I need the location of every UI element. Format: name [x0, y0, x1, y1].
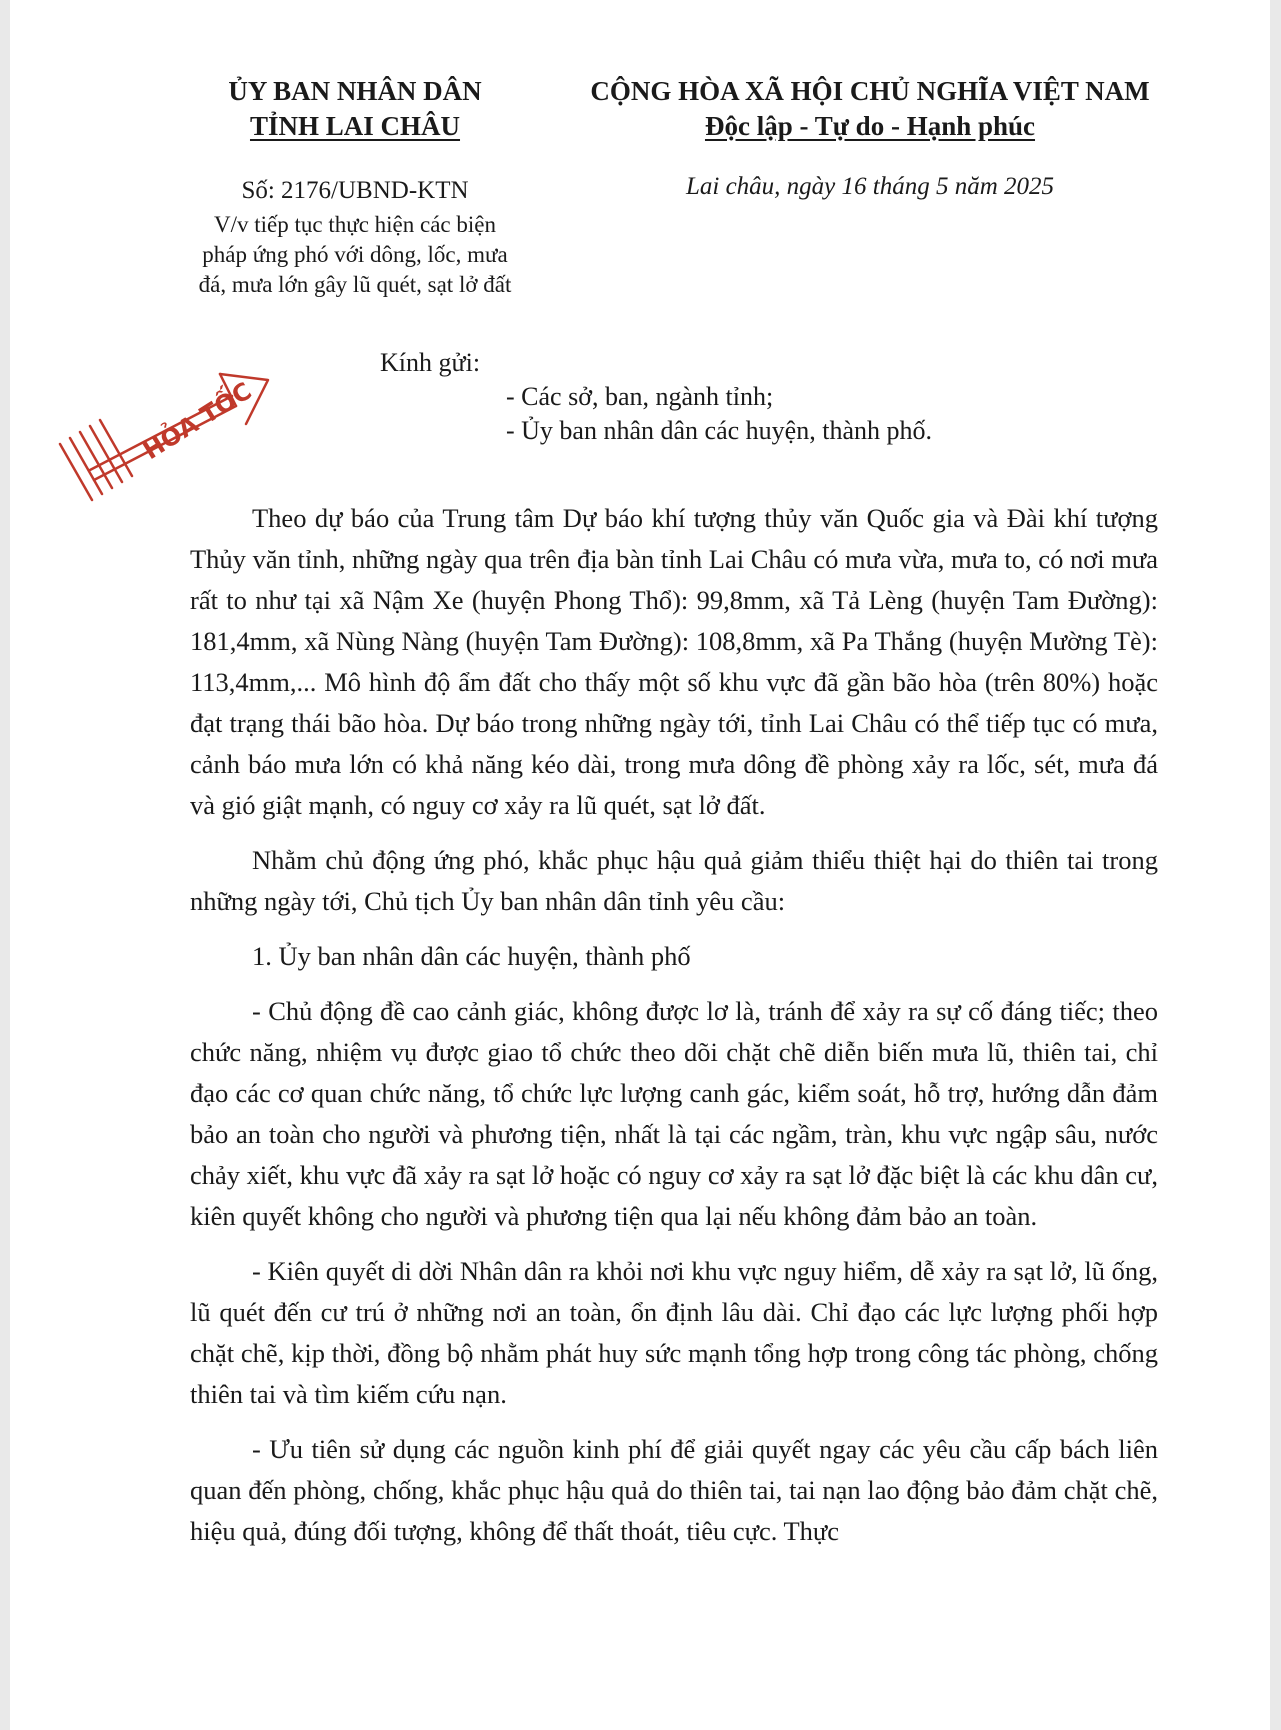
issuing-authority	[150, 74, 560, 144]
document-subject	[150, 210, 560, 300]
nation-line-1: CỘNG HÒA XÃ HỘI CHỦ NGHĨA VIỆT NAM	[590, 76, 1150, 106]
national-title	[550, 74, 1190, 144]
recipient-item: - Ủy ban nhân dân các huyện, thành phố.	[506, 416, 932, 445]
salutation: Kính gửi:	[380, 348, 481, 377]
body-paragraph: - Ưu tiên sử dụng các nguồn kinh phí để giải quyết ngay các yêu cầu cấp bách liên quan đến phòng, chống, khắc phục hậu quả do thiên tai, tai nạn lao động bảo đảm chặt chẽ, hiệu quả, đúng đối tượng, không để thất thoát, tiêu cực. Thực	[190, 1434, 1158, 1546]
document-page	[10, 0, 1270, 1730]
subject-line: V/v tiếp tục thực hiện các biện	[214, 212, 496, 237]
body-paragraph: - Kiên quyết di dời Nhân dân ra khỏi nơi khu vực nguy hiểm, dễ xảy ra sạt lở, lũ ống, lũ quét đến cư trú ở những nơi an toàn, ổn định lâu dài. Chỉ đạo các lực lượng phối hợp chặt chẽ, kịp thời, đồng bộ nhằm phát huy sức mạnh tổng hợp trong công tác phòng, chống thiên tai và tìm kiếm cứu nạn.	[190, 1256, 1158, 1409]
body-paragraph: Nhằm chủ động ứng phó, khắc phục hậu quả giảm thiểu thiệt hại do thiên tai trong những ngày tới, Chủ tịch Ủy ban nhân dân tỉnh yêu cầu:	[190, 845, 1158, 916]
authority-line-1: ỦY BAN NHÂN DÂN	[228, 76, 482, 106]
document-number: Số: 2176/UBND-KTN	[241, 177, 469, 204]
body-paragraph: Theo dự báo của Trung tâm Dự báo khí tượng thủy văn Quốc gia và Đài khí tượng Thủy văn tỉnh, những ngày qua trên địa bàn tỉnh Lai Châu có mưa vừa, mưa to, có nơi mưa rất to như tại xã Nậm Xe (huyện Phong Thổ): 99,8mm, xã Tả Lèng (huyện Tam Đường): 181,4mm, xã Nùng Nàng (huyện Tam Đường): 108,8mm, xã Pa Thắng (huyện Mường Tè): 113,4mm,... Mô hình độ ẩm đất cho thấy một số khu vực đã gần bão hòa (trên 80%) hoặc đạt trạng thái bão hòa. Dự báo trong những ngày tới, tỉnh Lai Châu có thể tiếp tục có mưa, cảnh báo mưa lớn có khả năng kéo dài, trong mưa dông đề phòng xảy ra lốc, sét, mưa đá và gió giật mạnh, có nguy cơ xảy ra lũ quét, sạt lở đất.	[190, 503, 1158, 820]
arrow-stamp-icon	[50, 352, 280, 522]
subject-line: pháp ứng phó với dông, lốc, mưa	[202, 242, 508, 267]
document-body	[190, 498, 1158, 1566]
recipient-item: - Các sở, ban, ngành tỉnh;	[506, 382, 774, 411]
date-line: Lai châu, ngày 16 tháng 5 năm 2025	[685, 173, 1055, 200]
section-heading: 1. Ủy ban nhân dân các huyện, thành phố	[252, 941, 691, 971]
body-paragraph: - Chủ động đề cao cảnh giác, không được lơ là, tránh để xảy ra sự cố đáng tiếc; theo chức năng, nhiệm vụ được giao tổ chức theo dõi chặt chẽ diễn biến mưa lũ, thiên tai, chỉ đạo các cơ quan chức năng, tổ chức lực lượng canh gác, kiểm soát, hỗ trợ, hướng dẫn đảm bảo an toàn cho người và phương tiện, nhất là tại các ngầm, tràn, khu vực ngập sâu, nước chảy xiết, khu vực đã xảy ra sạt lở hoặc có nguy cơ xảy ra sạt lở đặc biệt là các khu dân cư, kiên quyết không cho người và phương tiện qua lại nếu không đảm bảo an toàn.	[190, 996, 1158, 1231]
recipient-list	[506, 380, 932, 448]
authority-line-2: TỈNH LAI CHÂU	[249, 111, 461, 141]
subject-line: đá, mưa lớn gây lũ quét, sạt lở đất	[198, 272, 512, 297]
stamp-text: HỎA TỐC	[138, 376, 257, 466]
nation-motto: Độc lập - Tự do - Hạnh phúc	[704, 111, 1036, 141]
